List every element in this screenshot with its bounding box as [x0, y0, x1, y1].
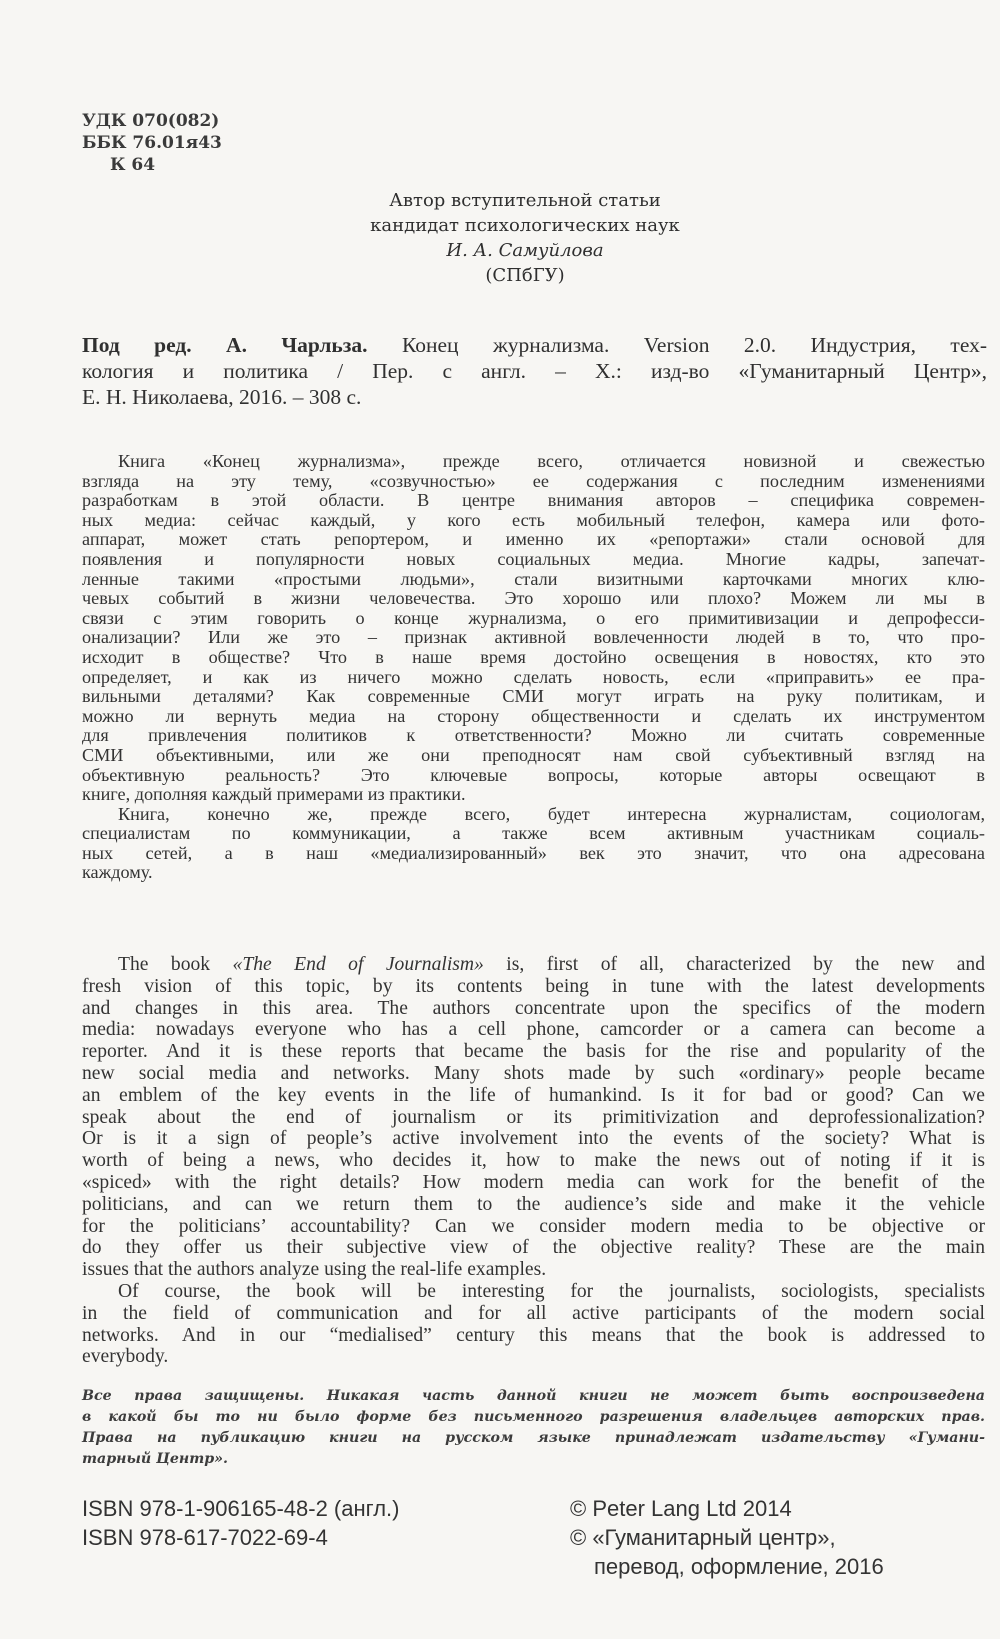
- ru-paragraph-1-line: онализации? Или же это – признак активной вовлеченности людей в то, что про-: [82, 627, 985, 648]
- ru-paragraph-1-line: можно ли вернуть медиа на сторону общественности и сделать их инструментом: [82, 705, 985, 726]
- en-first-prefix: The book: [118, 954, 233, 975]
- ru-paragraph-1-line: для привлечения политиков к ответственности? Можно ли считать современные: [82, 725, 985, 746]
- isbn-russian: ISBN 978-617-7022-69-4: [82, 1525, 328, 1550]
- en-paragraph-1-line: Or is it a sign of people’s active involvement into the events of the society? What is: [82, 1128, 985, 1150]
- ru-paragraph-1-line: вильными деталями? Как современные СМИ могут играть на руку политикам, и: [82, 686, 985, 707]
- ru-paragraph-2-line: специалистам по коммуникации, а также всем активным участникам социаль-: [82, 823, 985, 844]
- en-paragraph-1-line: media: nowadays everyone who has a cell phone, camcorder or a camera can become a: [82, 1019, 985, 1041]
- bibliographic-record: [82, 332, 987, 410]
- ru-paragraph-1-line: книге, дополняя каждый примерами из практики.: [82, 784, 466, 805]
- en-paragraph-1-line: an emblem of the key events in the life of humankind. Is it for bad or good? Can we: [82, 1084, 985, 1106]
- book-title-en: «The End of Journalism»: [232, 954, 484, 975]
- author-mark: К 64: [110, 155, 156, 175]
- isbn-block: [82, 1494, 399, 1552]
- en-paragraph-1-line: issues that the authors analyze using the real-life examples.: [82, 1259, 547, 1281]
- isbn-english: ISBN 978-1-906165-48-2 (англ.): [82, 1496, 400, 1521]
- ru-paragraph-1-line: связи с этим говорить о конце журнализма, о его примитивизации и депрофесси-: [82, 607, 985, 628]
- en-paragraph-1-line: fresh vision of this topic, by its contents being in tune with the latest developments: [82, 975, 985, 997]
- intro-author-name: И. А. Самуйлова: [446, 240, 604, 261]
- ru-paragraph-1-line: взгляда на эту тему, «созвучностью» ее содержания с последним изменениями: [82, 470, 985, 491]
- bbk-code: ББК 76.01я43: [82, 133, 222, 153]
- ru-paragraph-1-line: разработкам в этой области. В центре внимания авторов – специфика современ-: [82, 490, 985, 511]
- ru-paragraph-1-line: исходит в обществе? Что в наше время достойно освещения в новостях, кто это: [82, 646, 985, 667]
- copyright-line-2: © «Гуманитарный центр»,: [570, 1525, 836, 1550]
- en-paragraph-1-line: speak about the end of journalism or its primitivization and deprofessionalization?: [82, 1106, 985, 1128]
- rights-line: Все права защищены. Никакая часть данной книги не может быть воспроизведена: [82, 1388, 985, 1404]
- en-paragraph-1-line: politicians, and can we return them to the audience’s side and make it the vehicle: [82, 1193, 985, 1215]
- ru-paragraph-1-line: аппарат, может стать репортером, и именно их «репортажи» стали основой для: [82, 529, 985, 550]
- en-paragraph-2-line: networks. And in our “medialised” century this means that the book is addressed to: [82, 1324, 985, 1346]
- ru-paragraph-1-line: объективную реальность? Это ключевые вопросы, которые авторы освещают в: [82, 764, 985, 785]
- en-paragraph-1-line: reporter. And it is these reports that became the basis for the rise and popularity of the: [82, 1041, 985, 1063]
- biblio-line-3: Е. Н. Николаева, 2016. – 308 с.: [82, 385, 362, 409]
- copyright-line-3: перевод, оформление, 2016: [594, 1554, 884, 1579]
- ru-paragraph-2-line: каждому.: [82, 862, 153, 883]
- en-paragraph-2-line: everybody.: [82, 1346, 169, 1368]
- ru-paragraph-2-line: Книга, конечно же, прежде всего, будет интересна журналистам, социологам,: [118, 803, 985, 824]
- rights-line: в какой бы то ни было форме без письменного разрешения владельцев авторских прав.: [82, 1409, 985, 1425]
- en-paragraph-1-line: «spiced» with the right details? How modern media can work for the benefit of the: [82, 1171, 985, 1193]
- annotation-english: [82, 954, 985, 1368]
- udk-code: УДК 070(082): [82, 111, 220, 131]
- intro-affiliation: (СПбГУ): [485, 265, 565, 286]
- classification-codes: [82, 110, 222, 176]
- en-paragraph-1-line: for the politicians’ accountability? Can we consider modern media to be objective or: [82, 1215, 985, 1237]
- ru-paragraph-1-line: Книга «Конец журнализма», прежде всего, отличается новизной и свежестью: [118, 451, 985, 471]
- ru-paragraph-1-line: чевых событий в жизни человечества. Это хорошо или плохо? Можем ли мы в: [82, 588, 985, 609]
- en-first-suffix: is, first of all, characterized by the new and: [483, 954, 986, 975]
- en-paragraph-1-line: new social media and networks. Many shots made by such «ordinary» people became: [82, 1062, 985, 1084]
- rights-notice: [82, 1386, 985, 1470]
- en-paragraph-2-line: in the field of communication and for all active participants of the modern social: [82, 1302, 985, 1324]
- ru-paragraph-1-line: ных медиа: сейчас каждый, у кого есть мобильный телефон, камера или фото-: [82, 509, 985, 530]
- biblio-line-1: Конец журнализма. Version 2.0. Индустрия, тех-: [367, 333, 987, 357]
- copyright-block: [570, 1494, 884, 1581]
- en-paragraph-2-line: Of course, the book will be interesting for the journalists, sociologists, specialists: [118, 1280, 985, 1302]
- ru-paragraph-1-line: СМИ объективными, или же они преподносят нам свой субъективный взгляд на: [82, 744, 985, 765]
- ru-paragraph-1-line: ленные такими «простыми людьми», стали визитными карточками многих клю-: [82, 568, 985, 589]
- intro-author-block: [300, 188, 750, 288]
- rights-line: Права на публикацию книги на русском языке принадлежат издательству «Гумани-: [82, 1430, 985, 1446]
- ru-paragraph-1-line: определяет, и как из ничего можно сделать новость, если «приправить» ее пра-: [82, 666, 985, 687]
- en-paragraph-1-line: worth of being a news, who decides it, how to make the news out of noting if it is: [82, 1150, 985, 1172]
- ru-paragraph-1-line: появления и популярности новых социальных медиа. Многие кадры, запечат-: [82, 548, 985, 569]
- rights-line: тарный Центр».: [82, 1451, 228, 1467]
- annotation-russian: [82, 452, 985, 883]
- ru-paragraph-2-line: ных сетей, а в наш «медиализированный» век это значит, что она адресована: [82, 842, 985, 863]
- en-paragraph-1-line: and changes in this area. The authors concentrate upon the specifics of the modern: [82, 997, 985, 1019]
- en-paragraph-1-line: do they offer us their subjective view of the objective reality? These are the main: [82, 1237, 985, 1259]
- editor-credit: Под ред. А. Чарльза.: [82, 333, 368, 357]
- intro-line-2: кандидат психологических наук: [370, 215, 680, 236]
- intro-line-1: Автор вступительной статьи: [389, 190, 661, 211]
- biblio-line-2: кология и политика / Пер. с англ. – Х.: изд-во «Гуманитарный Центр»,: [82, 359, 987, 383]
- copyright-line-1: © Peter Lang Ltd 2014: [570, 1496, 792, 1521]
